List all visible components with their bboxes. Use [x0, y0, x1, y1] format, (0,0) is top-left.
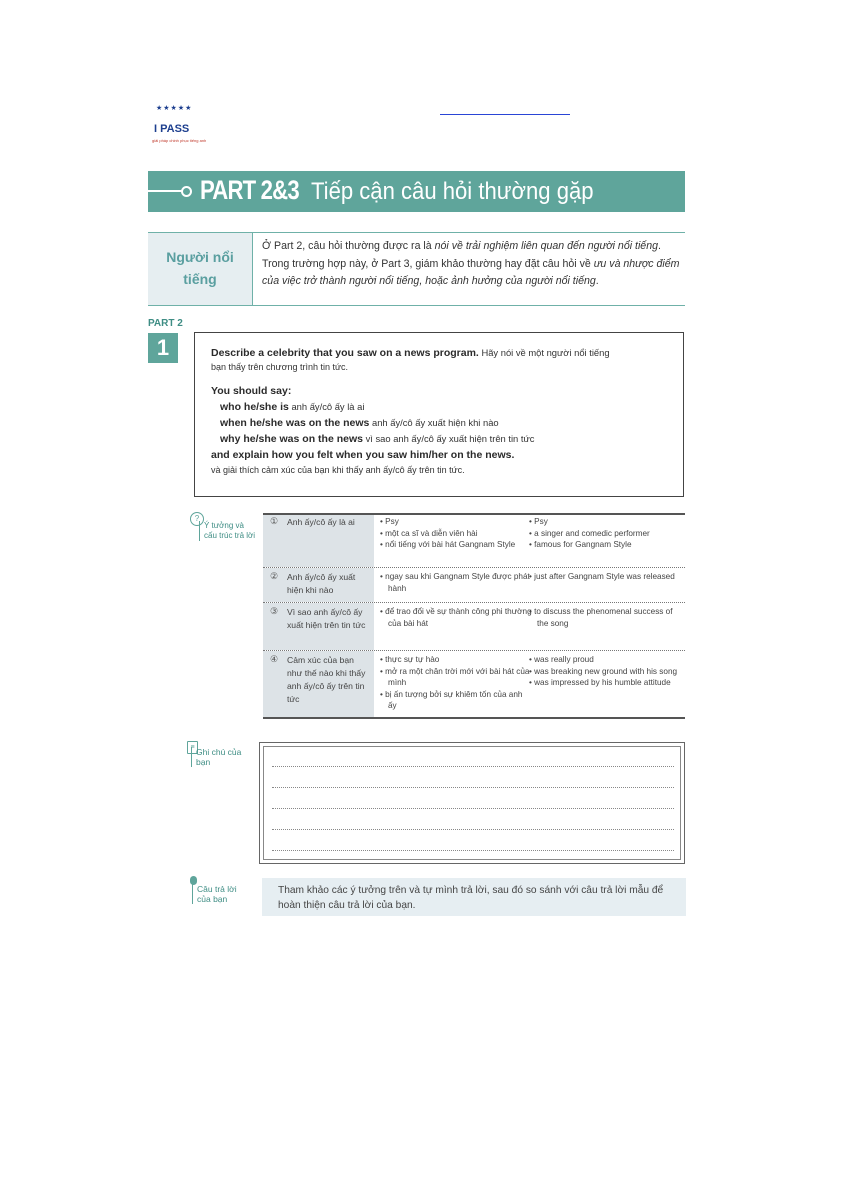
row-question: Anh ấy/cô ấy là ai [287, 517, 355, 527]
note-line [272, 766, 674, 767]
notes-box-inner [263, 746, 681, 860]
answer-label: Câu trả lời của bạn [192, 884, 247, 904]
ideas-label: Ý tưởng và cấu trúc trả lời [199, 521, 258, 541]
topic-divider-bottom [148, 305, 685, 306]
row-number: ① [270, 516, 279, 526]
note-line [272, 829, 674, 830]
cue-prompt-vi: bạn thấy trên chương trình tin tức. [211, 362, 349, 372]
ideas-table [263, 513, 685, 718]
row-ideas-en: • just after Gangnam Style was released [529, 572, 675, 581]
cue-explain: and explain how you felt when you saw him/her on the news. [211, 449, 515, 461]
banner-title: Tiếp cận câu hỏi thường gặp [311, 178, 594, 205]
row-number: ④ [270, 654, 279, 664]
topic-label-line1: Người nổi [166, 249, 234, 265]
banner-part: PART 2&3 [200, 175, 299, 205]
note-line [272, 850, 674, 851]
question-number: 1 [148, 333, 178, 363]
note-line [272, 787, 674, 788]
cue-should-say: You should say: [211, 385, 292, 397]
topic-label [148, 233, 253, 305]
lightbulb-icon: ? [190, 512, 204, 526]
topic-description: Ở Part 2, câu hỏi thường được ra là nói về trải nghiệm liên quan đến người nổi tiếng. Trong trường hợp này, ở Part 3, giám khảo thường hay đặt câu hỏi về ưu và nhược điểm của việc trở thành người nổi tiếng, hoặc ảnh hưởng của người nổi tiếng. [262, 240, 680, 288]
logo-tagline: giải pháp chinh phục tiếng anh [152, 138, 207, 143]
answer-box [262, 878, 686, 916]
note-line [272, 808, 674, 809]
table-top-rule [263, 513, 685, 515]
row-ideas-en: • to discuss the phenomenal success of the song [529, 607, 673, 628]
row-ideas-vi: • ngay sau khi Gangnam Style được phát hành [380, 572, 530, 593]
row-number: ② [270, 571, 279, 581]
row-question: Anh ấy/cô ấy xuất hiện khi nào [287, 572, 356, 595]
table-bottom-rule [263, 717, 685, 719]
cue-prompt: Describe a celebrity that you saw on a news program. Hãy nói về một người nổi tiếng [211, 347, 610, 359]
topic-label-line2: tiếng [183, 271, 217, 287]
section-banner [148, 171, 685, 212]
table-row [263, 651, 685, 718]
row-ideas-vi: • Psy • một ca sĩ và diễn viên hài • nổi tiếng với bài hát Gangnam Style [380, 517, 516, 549]
row-number: ③ [270, 606, 279, 616]
notes-label: Ghi chú của bạn [191, 747, 246, 767]
cue-item: why he/she was on the news vì sao anh ấy/cô ấy xuất hiện trên tin tức [220, 433, 535, 445]
table-row [263, 568, 685, 602]
row-ideas-vi: • để trao đổi về sự thành công phi thường của bài hát [380, 607, 532, 628]
row-ideas-en: • Psy • a singer and comedic performer • famous for Gangnam Style [529, 517, 650, 549]
part-label: PART 2 [148, 318, 183, 329]
row-ideas-vi: • thực sự tự hào • mở ra một chân trời mới với bài hát của mình • bị ấn tượng bởi sự khiêm tốn của anh ấy [380, 655, 530, 710]
row-question: Vì sao anh ấy/cô ấy xuất hiện trên tin tức [287, 607, 366, 630]
cue-item: who he/she is anh ấy/cô ấy là ai [220, 401, 365, 413]
answer-instructions: Tham khảo các ý tưởng trên và tự mình trả lời, sau đó so sánh với câu trả lời mẫu để hoàn thiện câu trả lời của bạn. [278, 885, 664, 911]
ipass-logo [152, 104, 207, 150]
banner-line-icon [148, 190, 182, 192]
cue-explain-vi: và giải thích cảm xúc của bạn khi thấy anh ấy/cô ấy trên tin tức. [211, 465, 465, 475]
table-row [263, 603, 685, 650]
row-question: Cảm xúc của bạn như thế nào khi thấy anh ấy/cô ấy trên tin tức [287, 655, 366, 704]
table-row [263, 513, 685, 567]
cue-item: when he/she was on the news anh ấy/cô ấy xuất hiện khi nào [220, 417, 499, 429]
cue-card [194, 332, 684, 497]
header-link-underline[interactable] [440, 114, 570, 115]
logo-stars: ★★★★★ [156, 105, 193, 112]
row-ideas-en: • was really proud • was breaking new ground with his song • was impressed by his humble attitude [529, 655, 678, 687]
logo-text: I PASS [154, 123, 190, 135]
banner-dot-icon [181, 186, 192, 197]
notebook-icon: ≡ [187, 741, 198, 754]
